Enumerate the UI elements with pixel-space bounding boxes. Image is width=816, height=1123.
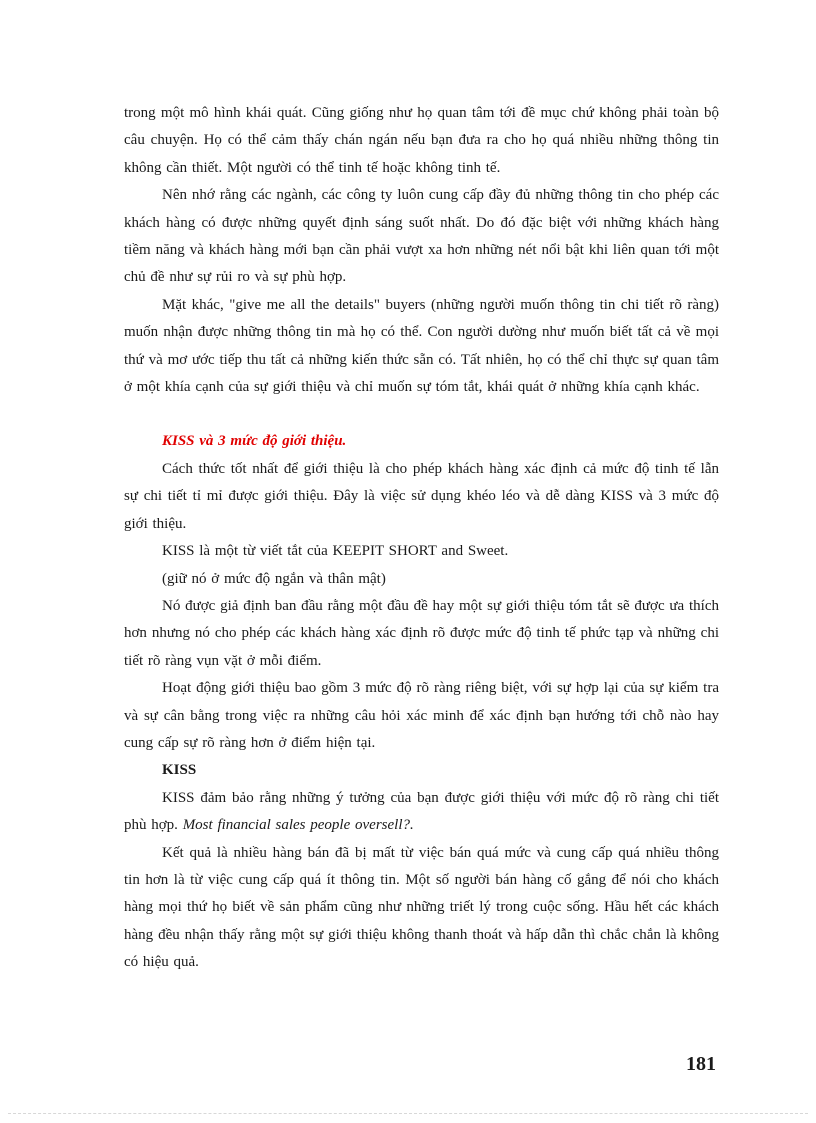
paragraph-1: trong một mô hình khái quát. Cũng giống như họ quan tâm tới đề mục chứ không phải toàn bộ câu chuyện. Họ có thể cảm thấy chán ngán nếu bạn đưa ra cho họ quá nhiều những thông tin không cần thiết. Một người có thể tinh tế hoặc không tinh tế.	[124, 105, 719, 176]
paragraph-6: (giữ nó ở mức độ ngắn và thân mật)	[162, 570, 386, 587]
paragraph-4: Cách thức tốt nhất để giới thiệu là cho phép khách hàng xác định cả mức độ tinh tế lẫn sự chi tiết tỉ mỉ được giới thiệu. Đây là việc sử dụng khéo léo và dễ dàng KISS và 3 mức độ giới thiệu.	[124, 460, 719, 532]
page-bottom-rule	[8, 1113, 808, 1114]
paragraph-10: Kết quả là nhiều hàng bán đã bị mất từ việc bán quá mức và cung cấp quá nhiều thông tin hơn là từ việc cung cấp quá ít thông tin. Một số người bán hàng cố gắng để nói cho khách hàng mọi thứ họ biết về sản phẩm cũng như những triết lý trong cuộc sống. Hầu hết các khách hàng đều nhận thấy rằng một sự giới thiệu không thanh thoát và hấp dẫn thì chắc chắn là không có hiệu quả.	[124, 844, 719, 971]
paragraph-7: Nó được giả định ban đầu rằng một đầu đề hay một sự giới thiệu tóm tắt sẽ được ưa thích hơn nhưng nó cho phép các khách hàng xác định rõ được mức độ tinh tế phức tạp và những chi tiết rõ ràng vụn vặt ở mỗi điểm.	[124, 597, 719, 669]
subheading-kiss: KISS	[162, 762, 197, 779]
paragraph-9-text: KISS đảm bảo rằng những ý tưởng của bạn được giới thiệu với mức độ rõ ràng chi tiết phù hợp.	[124, 789, 719, 834]
page-number: 181	[686, 1053, 716, 1075]
paragraph-8: Hoạt động giới thiệu bao gồm 3 mức độ rõ ràng riêng biệt, với sự hợp lại của sự kiểm tra và sự cân bằng trong việc ra những câu hỏi xác minh để xác định bạn hướng tới chỗ nào hay cung cấp sự rõ ràng hơn ở điểm hiện tại.	[124, 680, 719, 751]
section-heading: KISS và 3 mức độ giới thiệu.	[162, 433, 347, 450]
paragraph-3: Mặt khác, "give me all the details" buyers (những người muốn thông tin chi tiết rõ ràng) muốn nhận được những thông tin mà họ có thể. Con người dường như muốn biết tất cả về mọi thứ và mơ ước tiếp thu tất cả những kiến thức sẵn có. Tất nhiên, họ có thể chỉ thực sự quan tâm ở một khía cạnh của sự giới thiệu và chỉ muốn sự tóm tắt, khái quát ở những khía cạnh khác.	[124, 296, 719, 396]
paragraph-2: Nên nhớ rằng các ngành, các công ty luôn cung cấp đầy đủ những thông tin cho phép các khách hàng có được những quyết định sáng suốt nhất. Do đó đặc biệt với những khách hàng tiềm năng và khách hàng mới bạn cần phải vượt xa hơn những nét nổi bật khi liên quan tới một chủ đề như sự rủi ro và sự phù hợp.	[124, 187, 719, 286]
body-text	[124, 100, 719, 977]
paragraph-9	[124, 785, 719, 840]
paragraph-5: KISS là một từ viết tắt của KEEPIT SHORT and Sweet.	[162, 543, 509, 560]
paragraph-9-emphasis: Most financial sales people oversell?.	[182, 817, 414, 834]
